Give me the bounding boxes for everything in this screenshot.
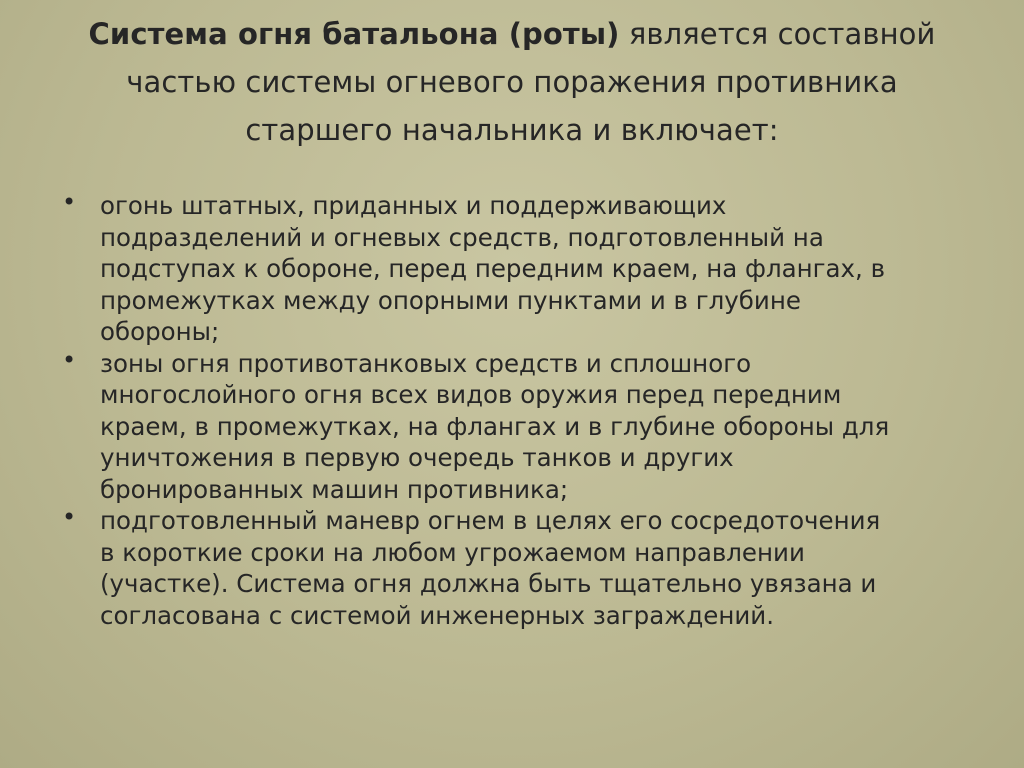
bullet-line: подготовленный маневр огнем в целях его сосредоточения: [100, 506, 881, 535]
bullet-dot-icon: •: [62, 188, 77, 216]
bullet-list: [62, 190, 992, 631]
bullet-line: огонь штатных, приданных и поддерживающих: [100, 191, 727, 220]
bullet-line: согласована с системой инженерных заграждений.: [100, 600, 774, 630]
bullet-line: краем, в промежутках, на флангах и в глубине обороны для: [100, 411, 890, 441]
bullet-line: в короткие сроки на любом угрожаемом направлении: [100, 537, 805, 567]
title-bold-text: Система огня батальона (роты): [88, 17, 620, 51]
bullet-line: промежутках между опорными пунктами и в глубине: [100, 285, 801, 315]
bullet-line: подразделений и огневых средств, подготовленный на: [100, 222, 824, 252]
bullet-item: [62, 505, 992, 631]
bullet-item: [62, 190, 992, 348]
title-regular-text: является составной: [619, 17, 936, 51]
bullet-dot-icon: •: [62, 503, 77, 531]
bullet-line: зоны огня противотанковых средств и сплошного: [100, 348, 752, 378]
bullet-item: [62, 345, 992, 506]
bullet-line: (участке). Система огня должна быть тщательно увязана и: [100, 569, 877, 598]
bullet-line: подступах к обороне, перед передним краем, на флангах, в: [100, 254, 886, 283]
bullet-line: многослойного огня всех видов оружия перед передним: [100, 380, 842, 409]
bullet-line: обороны;: [100, 317, 220, 346]
title-line-3: старшего начальника и включает:: [245, 113, 779, 147]
bullet-line: уничтожения в первую очередь танков и других: [100, 443, 734, 472]
title-line-2: частью системы огневого поражения противника: [126, 65, 898, 99]
bullet-dot-icon: •: [62, 345, 77, 374]
slide-title: [40, 10, 984, 154]
title-line-1: [40, 10, 984, 58]
bullet-line: бронированных машин противника;: [100, 474, 569, 504]
